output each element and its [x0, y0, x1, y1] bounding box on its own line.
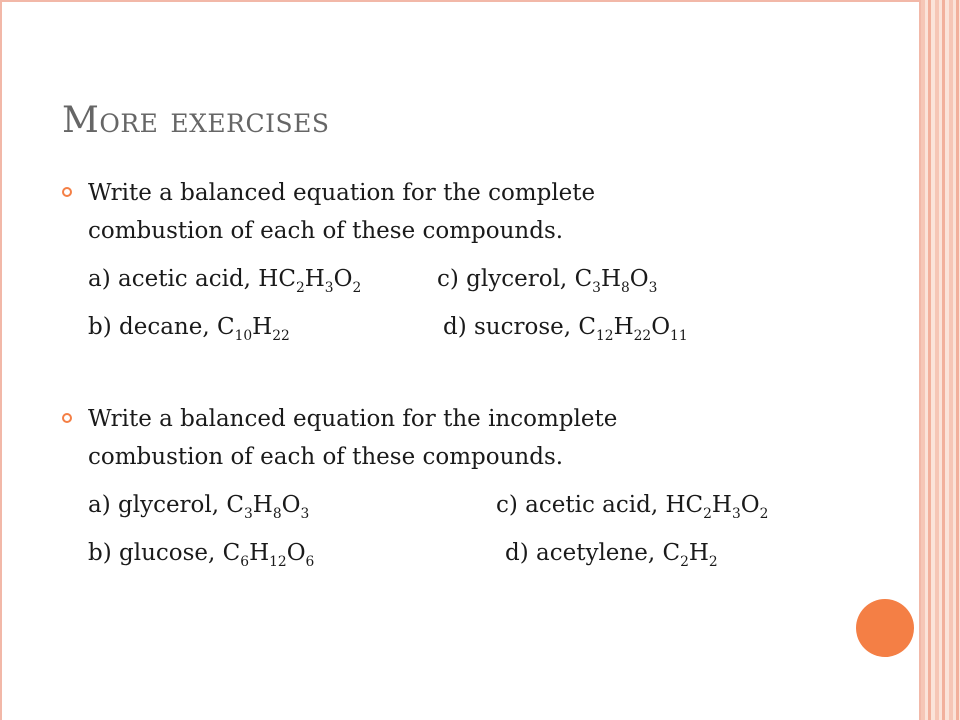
formula-acetylene: [662, 540, 718, 571]
slide-title: More exercises: [62, 100, 330, 141]
formula-subscript: 12: [596, 328, 614, 345]
formula-subscript: 6: [305, 554, 315, 571]
bullet-icon: [62, 187, 72, 197]
formula-subscript: 8: [272, 506, 282, 523]
formula-subscript: 3: [731, 506, 741, 523]
formula-symbol: H: [304, 266, 325, 292]
formula-symbol: HC: [258, 266, 296, 292]
item-acetylene: d) acetylene, $C_2H_2$: [505, 540, 718, 571]
formula-subscript: 12: [269, 554, 287, 571]
formula-subscript: 3: [300, 506, 310, 523]
bullet1-line1: Write a balanced equation for the complete: [88, 180, 596, 206]
formula-subscript: 2: [708, 554, 718, 571]
formula-symbol: O: [281, 492, 301, 518]
bullet-icon: [62, 413, 72, 423]
formula-glycerol: [226, 492, 310, 523]
formula-symbol: H: [252, 492, 273, 518]
formula-symbol: H: [249, 540, 270, 566]
formula-subscript: 3: [592, 280, 601, 297]
item-sucrose: d) sucrose, $C_{12}H_{22}O_{11}$: [443, 314, 688, 345]
formula-decane: [216, 314, 290, 345]
formula-symbol: O: [629, 266, 649, 292]
formula-symbol: O: [286, 540, 306, 566]
decorative-circle: [856, 599, 914, 657]
formula-subscript: 3: [648, 280, 658, 297]
formula-subscript: 22: [633, 328, 652, 345]
formula-sucrose: [578, 314, 688, 345]
decorative-stripes: [921, 0, 960, 720]
formula-symbol: C: [578, 314, 596, 340]
formula-glucose: [222, 540, 315, 571]
formula-symbol: H: [711, 492, 732, 518]
formula-symbol: H: [252, 314, 273, 340]
formula-subscript: 11: [670, 328, 688, 345]
formula-symbol: H: [600, 266, 622, 292]
formula-subscript: 3: [244, 506, 253, 523]
formula-symbol: C: [216, 314, 235, 340]
formula-subscript: 2: [352, 280, 362, 297]
formula-symbol: H: [613, 314, 634, 340]
formula-symbol: C: [662, 540, 681, 566]
formula-subscript: 22: [272, 328, 290, 345]
formula-symbol: H: [688, 540, 709, 566]
formula-symbol: O: [651, 314, 671, 340]
item-decane: b) decane, $C_{10}H_{22}$: [88, 314, 290, 345]
formula-acetic: [258, 266, 362, 297]
formula-glycerol: [574, 266, 658, 297]
formula-symbol: C: [226, 492, 244, 518]
item-glycerol-2: a) glycerol, $C_3H_8O_3$: [88, 492, 310, 523]
formula-symbol: C: [222, 540, 241, 566]
formula-subscript: 2: [759, 506, 769, 523]
formula-subscript: 10: [234, 328, 253, 345]
item-acetic-acid: a) acetic acid, $HC_2H_3O_2$: [88, 266, 362, 297]
formula-acetic: [665, 492, 769, 523]
formula-subscript: 2: [703, 506, 712, 523]
formula-subscript: 8: [621, 280, 630, 297]
formula-subscript: 2: [295, 280, 305, 297]
item-glycerol: c) glycerol, $C_3H_8O_3$: [437, 266, 658, 297]
item-glucose: b) glucose, $C_6H_{12}O_6$: [88, 540, 315, 571]
formula-subscript: 3: [324, 280, 334, 297]
formula-subscript: 6: [240, 554, 250, 571]
formula-symbol: HC: [665, 492, 704, 518]
formula-symbol: C: [574, 266, 593, 292]
item-acetic-acid-2: c) acetic acid, $HC_2H_3O_2$: [496, 492, 769, 523]
formula-subscript: 2: [680, 554, 689, 571]
bullet2-line1: Write a balanced equation for the incomplete: [88, 406, 618, 432]
bullet2-line2: combustion of each of these compounds.: [88, 444, 564, 470]
formula-symbol: O: [740, 492, 760, 518]
formula-symbol: O: [333, 266, 353, 292]
bullet1-line2: combustion of each of these compounds.: [88, 218, 564, 244]
